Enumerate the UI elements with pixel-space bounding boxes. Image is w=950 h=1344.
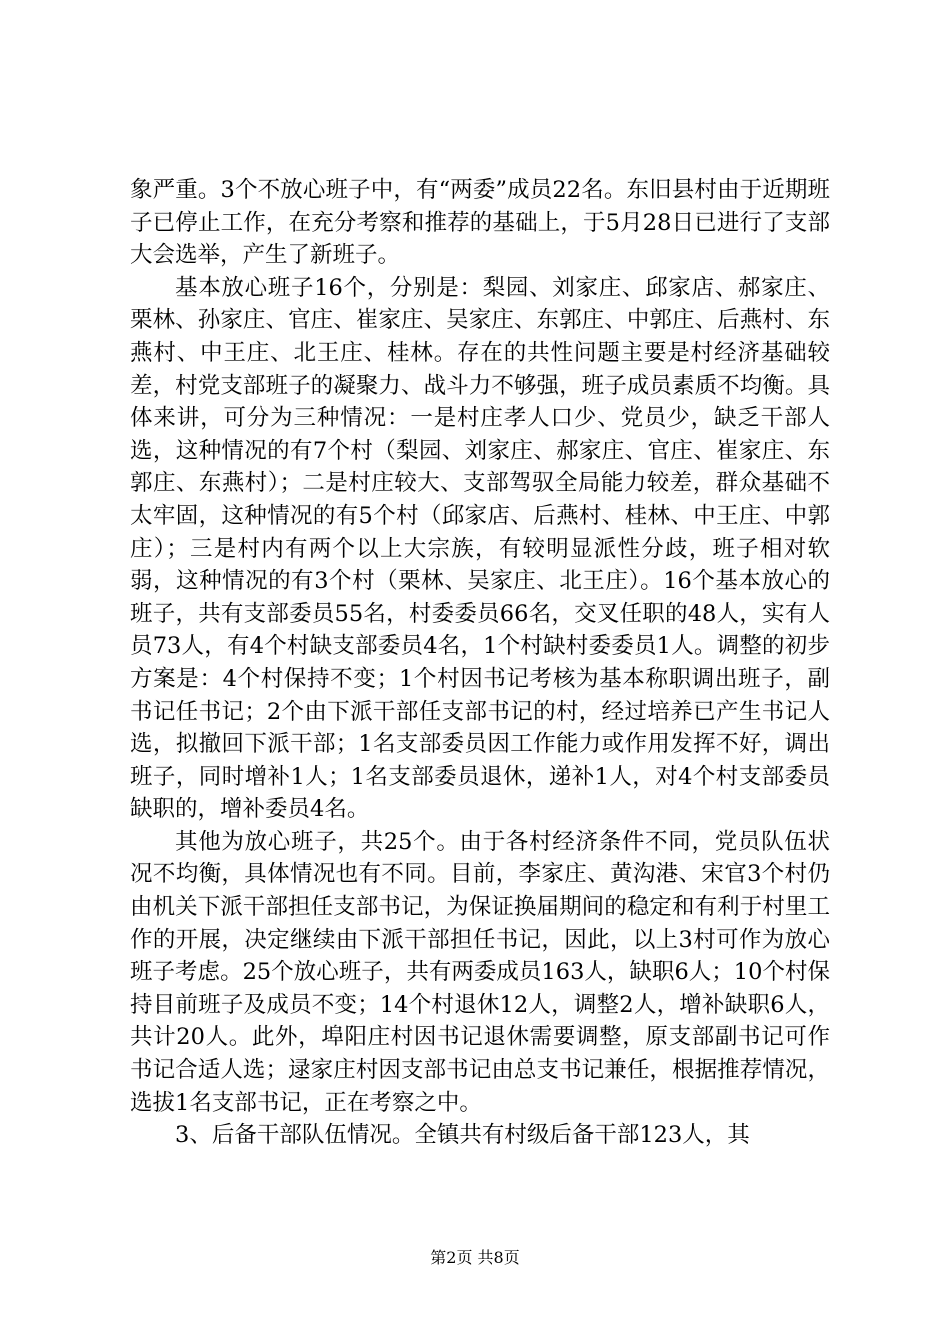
- document-body: [130, 174, 830, 1152]
- page-footer: 第2页 共8页: [430, 1248, 520, 1267]
- paragraph-basic-reassuring-teams: 基本放心班子16个，分别是：梨园、刘家庄、邱家店、郝家庄、栗林、孙家庄、官庄、崔家庄、吴家庄、东郭庄、中郭庄、后燕村、东燕村、中王庄、北王庄、桂林。存在的共性问题主要是村经济基础较差，村党支部班子的凝聚力、战斗力不够强，班子成员素质不均衡。具体来讲，可分为三种情况：一是村庄孝人口少、党员少，缺乏干部人选，这种情况的有7个村（梨园、刘家庄、郝家庄、官庄、崔家庄、东郭庄、东燕村）；二是村庄较大、支部驾驭全局能力较差，群众基础不太牢固，这种情况的有5个村（邱家店、后燕村、桂林、中王庄、中郭庄）；三是村内有两个以上大宗族，有较明显派性分歧，班子相对软弱，这种情况的有3个村（栗林、吴家庄、北王庄）。16个基本放心的班子，共有支部委员55名，村委委员66名，交叉任职的48人，实有人员73人，有4个村缺支部委员4名，1个村缺村委委员1人。调整的初步方案是：4个村保持不变；1个村因书记考核为基本称职调出班子，副书记任书记；2个由下派干部任支部书记的村，经过培养已产生书记人选，拟撤回下派干部；1名支部委员因工作能力或作用发挥不好，调出班子，同时增补1人；1名支部委员退休，递补1人，对4个村支部委员缺职的，增补委员4名。: [130, 274, 830, 823]
- paragraph-reserve-cadres: 3、后备干部队伍情况。全镇共有村级后备干部123人，其: [175, 1122, 750, 1149]
- paragraph-reassuring-teams: 其他为放心班子，共25个。由于各村经济条件不同，党员队伍状况不均衡，具体情况也有不同。目前，李家庄、黄沟港、宋官3个村仍由机关下派干部担任支部书记，为保证换届期间的稳定和有利于村里工作的开展，决定继续由下派干部担任书记，因此，以上3村可作为放心班子考虑。25个放心班子，共有两委成员163人，缺职6人；10个村保持目前班子及成员不变；14个村退休12人，调整2人，增补缺职6人，共计20人。此外，埠阳庄村因书记退休需要调整，原支部副书记可作书记合适人选；逯家庄村因支部书记由总支书记兼任，根据推荐情况，选拔1名支部书记，正在考察之中。: [130, 828, 830, 1116]
- paragraph-continuation: 象严重。3个不放心班子中，有“两委”成员22名。东旧县村由于近期班子已停止工作，在充分考察和推荐的基础上，于5月28日已进行了支部大会选举，产生了新班子。: [130, 177, 830, 269]
